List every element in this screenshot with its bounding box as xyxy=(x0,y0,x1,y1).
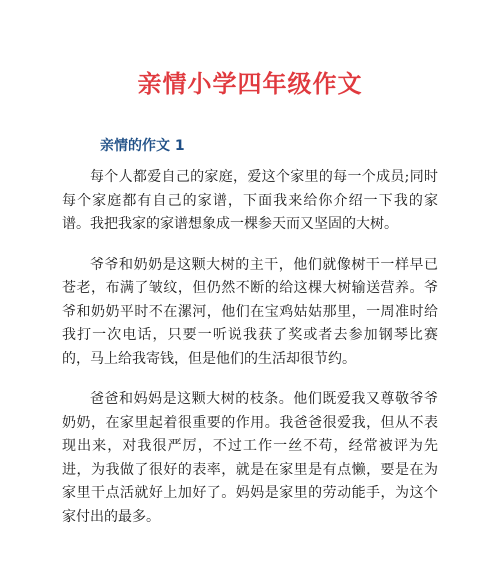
body-text xyxy=(62,166,438,529)
paragraph-3: 爸爸和妈妈是这颗大树的枝条。他们既爱我又尊敬爷爷奶奶，在家里起着很重要的作用。我爸爸很爱我，但从不表现出来，对我很严厉，不过工作一丝不苟，经常被评为先进，为我做了很好的表率，就是在家里是有点懒，要是在为家里干点活就好上加好了。妈妈是家里的劳动能手，为这个家付出的最多。 xyxy=(62,391,438,525)
paragraph-2: 爷爷和奶奶是这颗大树的主干，他们就像树干一样早已苍老，布满了皱纹，但仍然不断的给这棵大树输送营养。爷爷和奶奶平时不在漯河，他们在宝鸡姑姑那里，一周准时给我打一次电话，只要一听说我获了奖或者去参加钢琴比赛的，马上给我寄钱，但是他们的生活却很节约。 xyxy=(62,256,438,367)
section-heading: 亲情的作文 1 xyxy=(100,138,185,154)
paragraph-1: 每个人都爱自己的家庭，爱这个家里的每一个成员;同时每个家庭都有自己的家谱，下面我来给你介绍一下我的家谱。我把我家的家谱想象成一棵参天而又坚固的大树。 xyxy=(62,169,438,232)
document-title: 亲情小学四年级作文 xyxy=(137,70,363,98)
